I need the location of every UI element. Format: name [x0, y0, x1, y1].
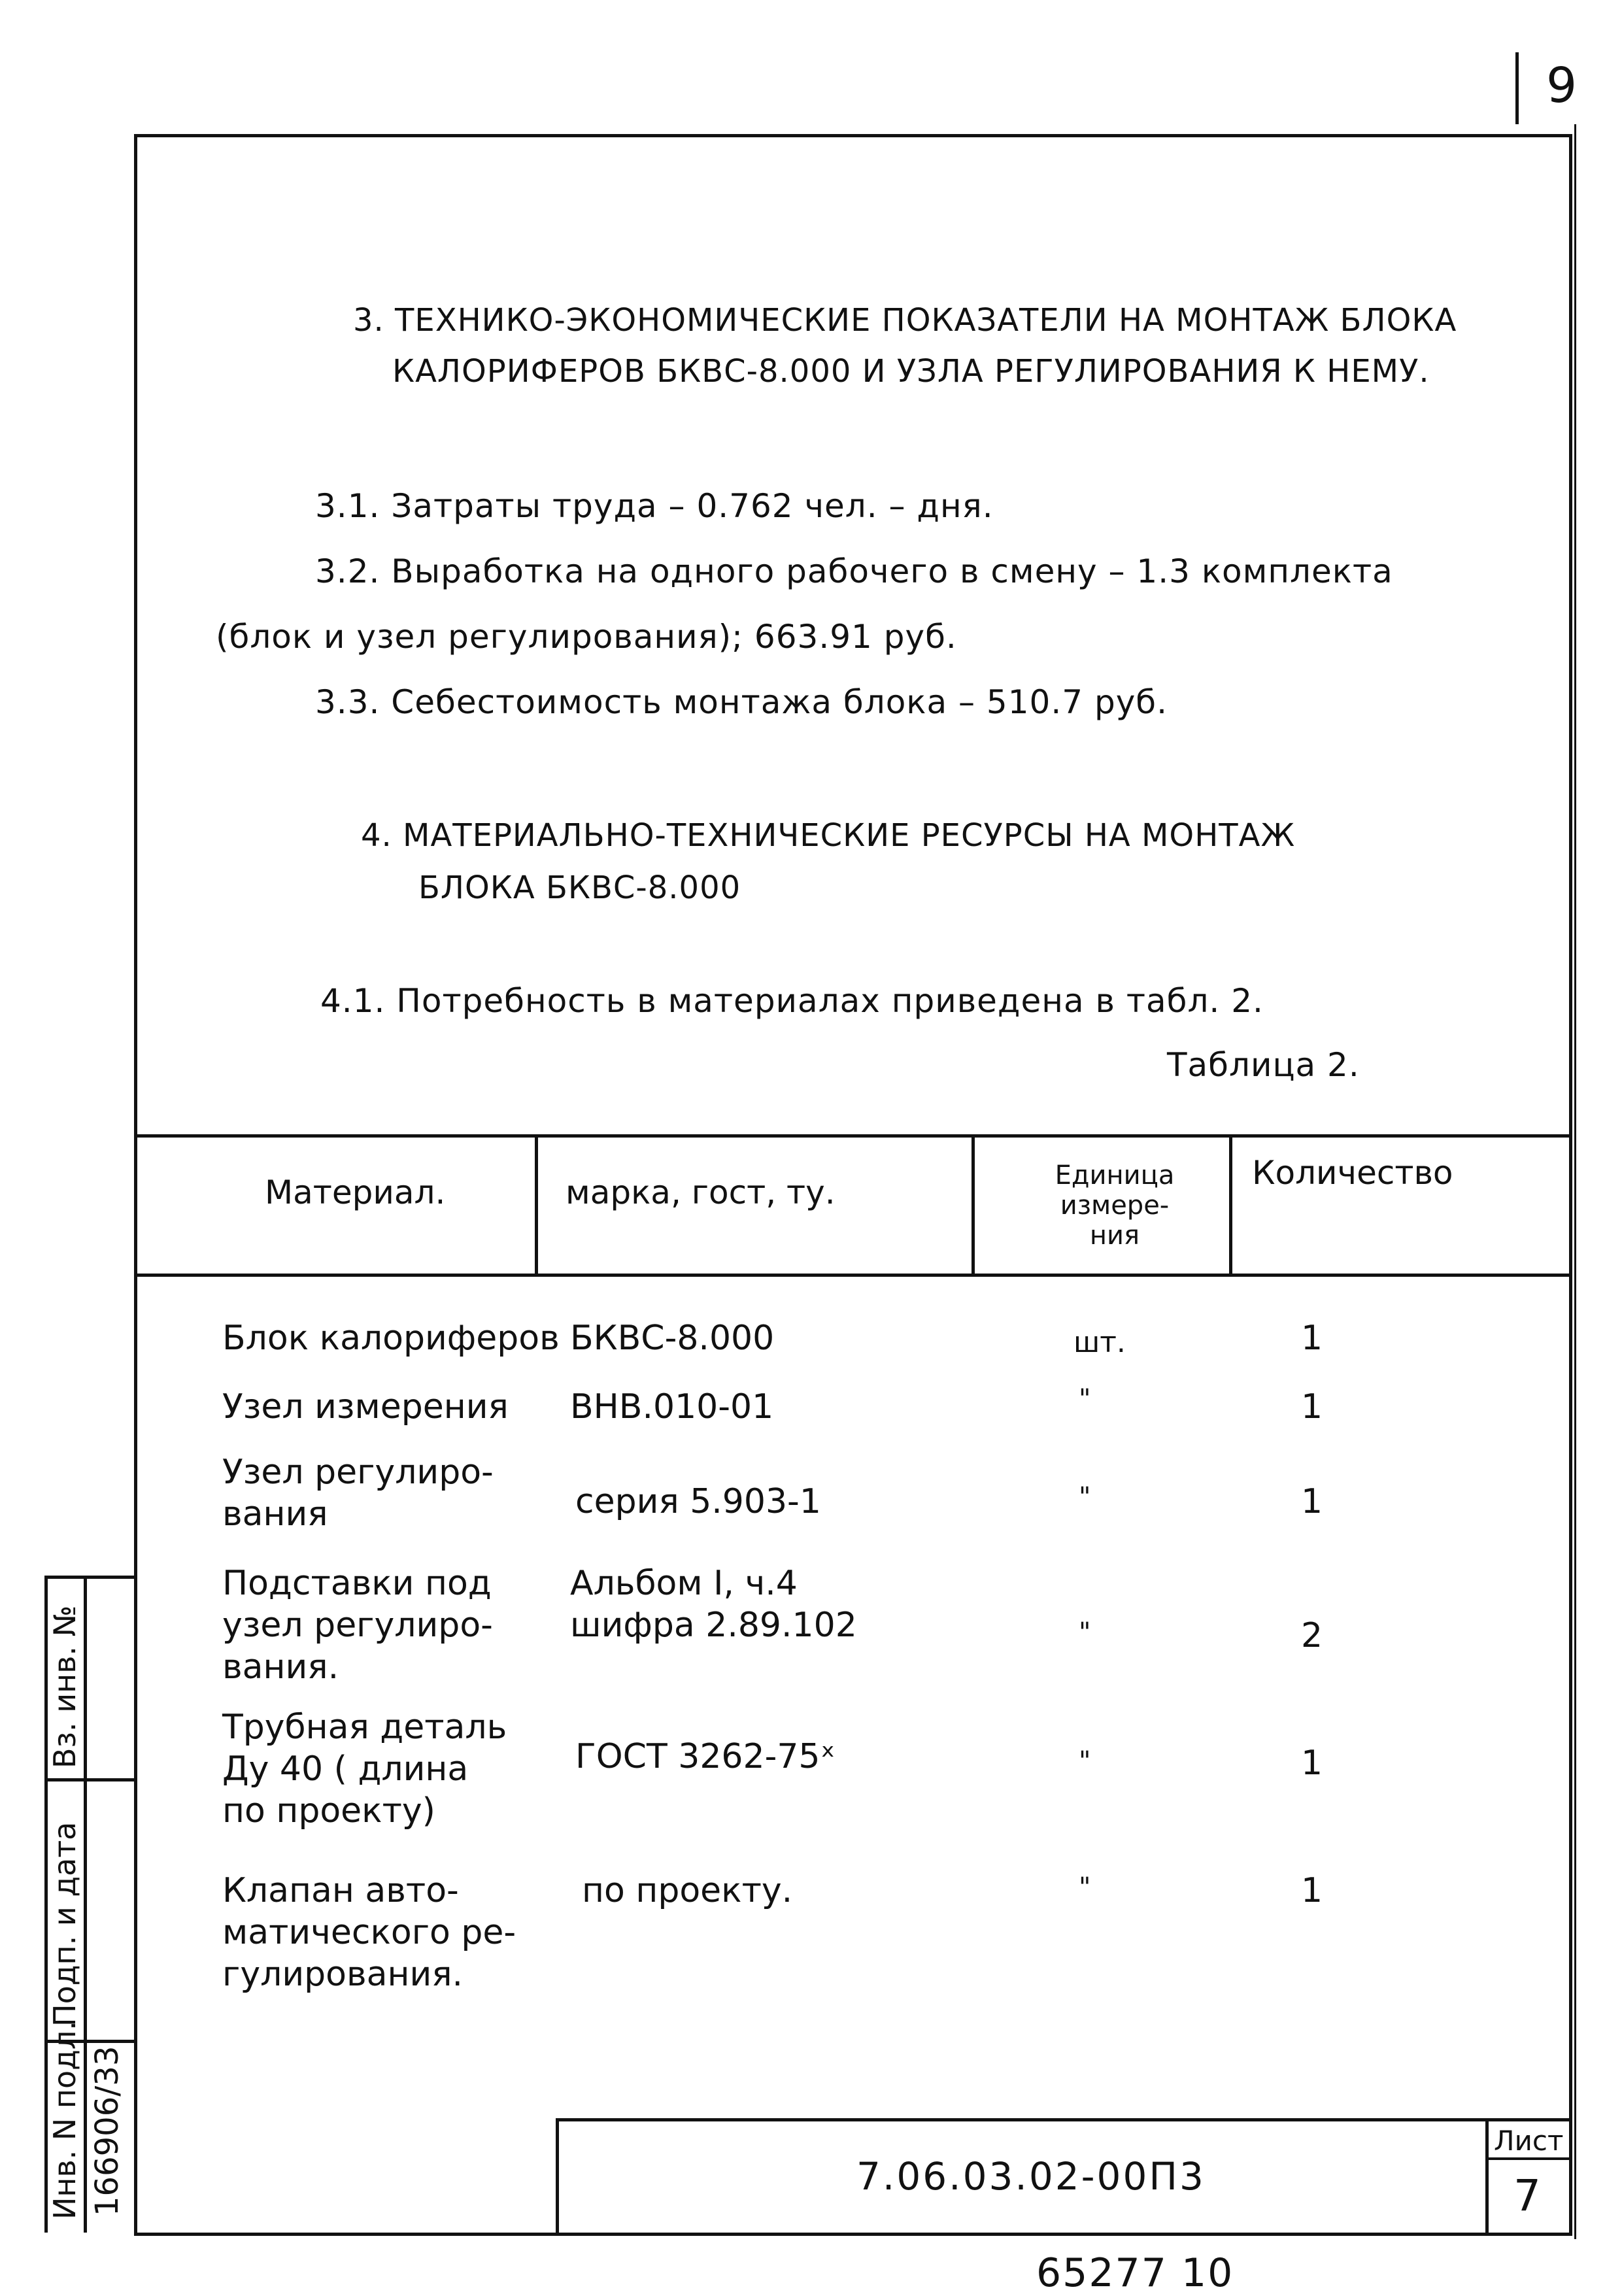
table-header-quantity: Количество	[1252, 1154, 1453, 1192]
table-top-border	[134, 1134, 1569, 1138]
table-row-6-material: Клапан авто- матического ре- гулирования.	[222, 1871, 516, 1994]
table-row-1-material: Блок калориферов	[222, 1319, 560, 1358]
table-caption: Таблица 2.	[1167, 1046, 1360, 1084]
table-row-5-unit: "	[1079, 1746, 1091, 1776]
side-stamp-top-border	[44, 1576, 136, 1579]
section4-heading-line2: БЛОКА БКВС-8.000	[418, 869, 741, 906]
table-header-unit: Единица измере- ния	[1055, 1160, 1175, 1251]
side-stamp-col-2	[84, 1576, 87, 2233]
table-row-5-material: Трубная деталь Ду 40 ( длина по проекту)	[222, 1708, 507, 1831]
section3-item3: 3.3. Себестоимость монтажа блока – 510.7 руб.	[315, 683, 1168, 721]
table-row-1-quantity: 1	[1301, 1319, 1323, 1358]
table-row-3-unit: "	[1079, 1482, 1091, 1512]
table-row-6-quantity: 1	[1301, 1871, 1323, 1910]
section3-heading-line2: КАЛОРИФЕРОВ БКВС-8.000 И УЗЛА РЕГУЛИРОВАНИЯ К НЕМУ.	[392, 353, 1430, 390]
section3-heading-line1: 3. ТЕХНИКО-ЭКОНОМИЧЕСКИЕ ПОКАЗАТЕЛИ НА МОНТАЖ БЛОКА	[353, 302, 1457, 339]
table-header-brand: марка, гост, ту.	[566, 1173, 836, 1211]
stamp-document-code: 7.06.03.02-00П3	[856, 2154, 1206, 2199]
stamp-sheet-label-divider	[1485, 2157, 1569, 2160]
table-row-5-brand: ГОСТ 3262-75ˣ	[575, 1737, 836, 1776]
table-row-2-quantity: 1	[1301, 1387, 1323, 1427]
table-row-3-material: Узел регулиро- вания	[222, 1453, 494, 1534]
stamp-left-border	[556, 2118, 559, 2233]
table-column-divider-3	[1229, 1134, 1232, 1277]
table-row-4-quantity: 2	[1301, 1616, 1323, 1655]
table-row-4-unit: "	[1079, 1617, 1091, 1647]
table-row-6-unit: "	[1079, 1872, 1091, 1902]
table-header-bottom-border	[134, 1274, 1569, 1277]
table-row-3-quantity: 1	[1301, 1482, 1323, 1521]
stamp-sheet-divider	[1485, 2118, 1489, 2233]
side-stamp-divider-1	[44, 1778, 136, 1781]
table-column-divider-2	[972, 1134, 975, 1277]
stamp-sheet-number: 7	[1513, 2170, 1541, 2221]
side-stamp-inv-orig-value: 166906/33	[89, 2046, 126, 2216]
page-number-divider	[1515, 52, 1519, 124]
table-header-material: Материал.	[265, 1173, 446, 1211]
stamp-top-border	[556, 2118, 1569, 2121]
bottom-registration-number: 65277 10	[1036, 2250, 1234, 2296]
stamp-sheet-label: Лист	[1494, 2125, 1564, 2157]
section4-heading-line1: 4. МАТЕРИАЛЬНО-ТЕХНИЧЕСКИЕ РЕСУРСЫ НА МОНТАЖ	[361, 817, 1296, 854]
side-stamp-inv-orig-label: Инв. N подл.	[47, 2021, 82, 2220]
table-row-5-quantity: 1	[1301, 1744, 1323, 1783]
table-row-2-material: Узел измерения	[222, 1387, 509, 1427]
frame-right-shadow-line	[1574, 124, 1576, 2239]
section3-item2-line1: 3.2. Выработка на одного рабочего в смену – 1.3 комплекта	[315, 552, 1393, 590]
table-row-2-unit: "	[1079, 1384, 1091, 1414]
side-stamp-vz-inv-label: Вз. инв. №	[47, 1605, 82, 1768]
table-column-divider-1	[535, 1134, 538, 1277]
section3-item1: 3.1. Затраты труда – 0.762 чел. – дня.	[315, 487, 994, 525]
page-number-top: 9	[1546, 58, 1578, 114]
section4-item1: 4.1. Потребность в материалах приведена в табл. 2.	[320, 982, 1264, 1020]
section3-item2-line2: (блок и узел регулирования); 663.91 руб.	[216, 618, 957, 656]
table-row-2-brand: ВНВ.010-01	[570, 1387, 774, 1427]
table-row-4-brand: Альбом I, ч.4 шифра 2.89.102	[570, 1564, 857, 1645]
side-stamp-sign-date-label: Подп. и дата	[47, 1821, 82, 2027]
table-row-3-brand: серия 5.903-1	[575, 1482, 821, 1521]
table-row-6-brand: по проекту.	[582, 1871, 793, 1910]
table-row-1-unit: шт.	[1073, 1326, 1126, 1359]
table-row-4-material: Подставки под узел регулиро- вания.	[222, 1564, 493, 1687]
table-row-1-brand: БКВС-8.000	[570, 1319, 775, 1358]
